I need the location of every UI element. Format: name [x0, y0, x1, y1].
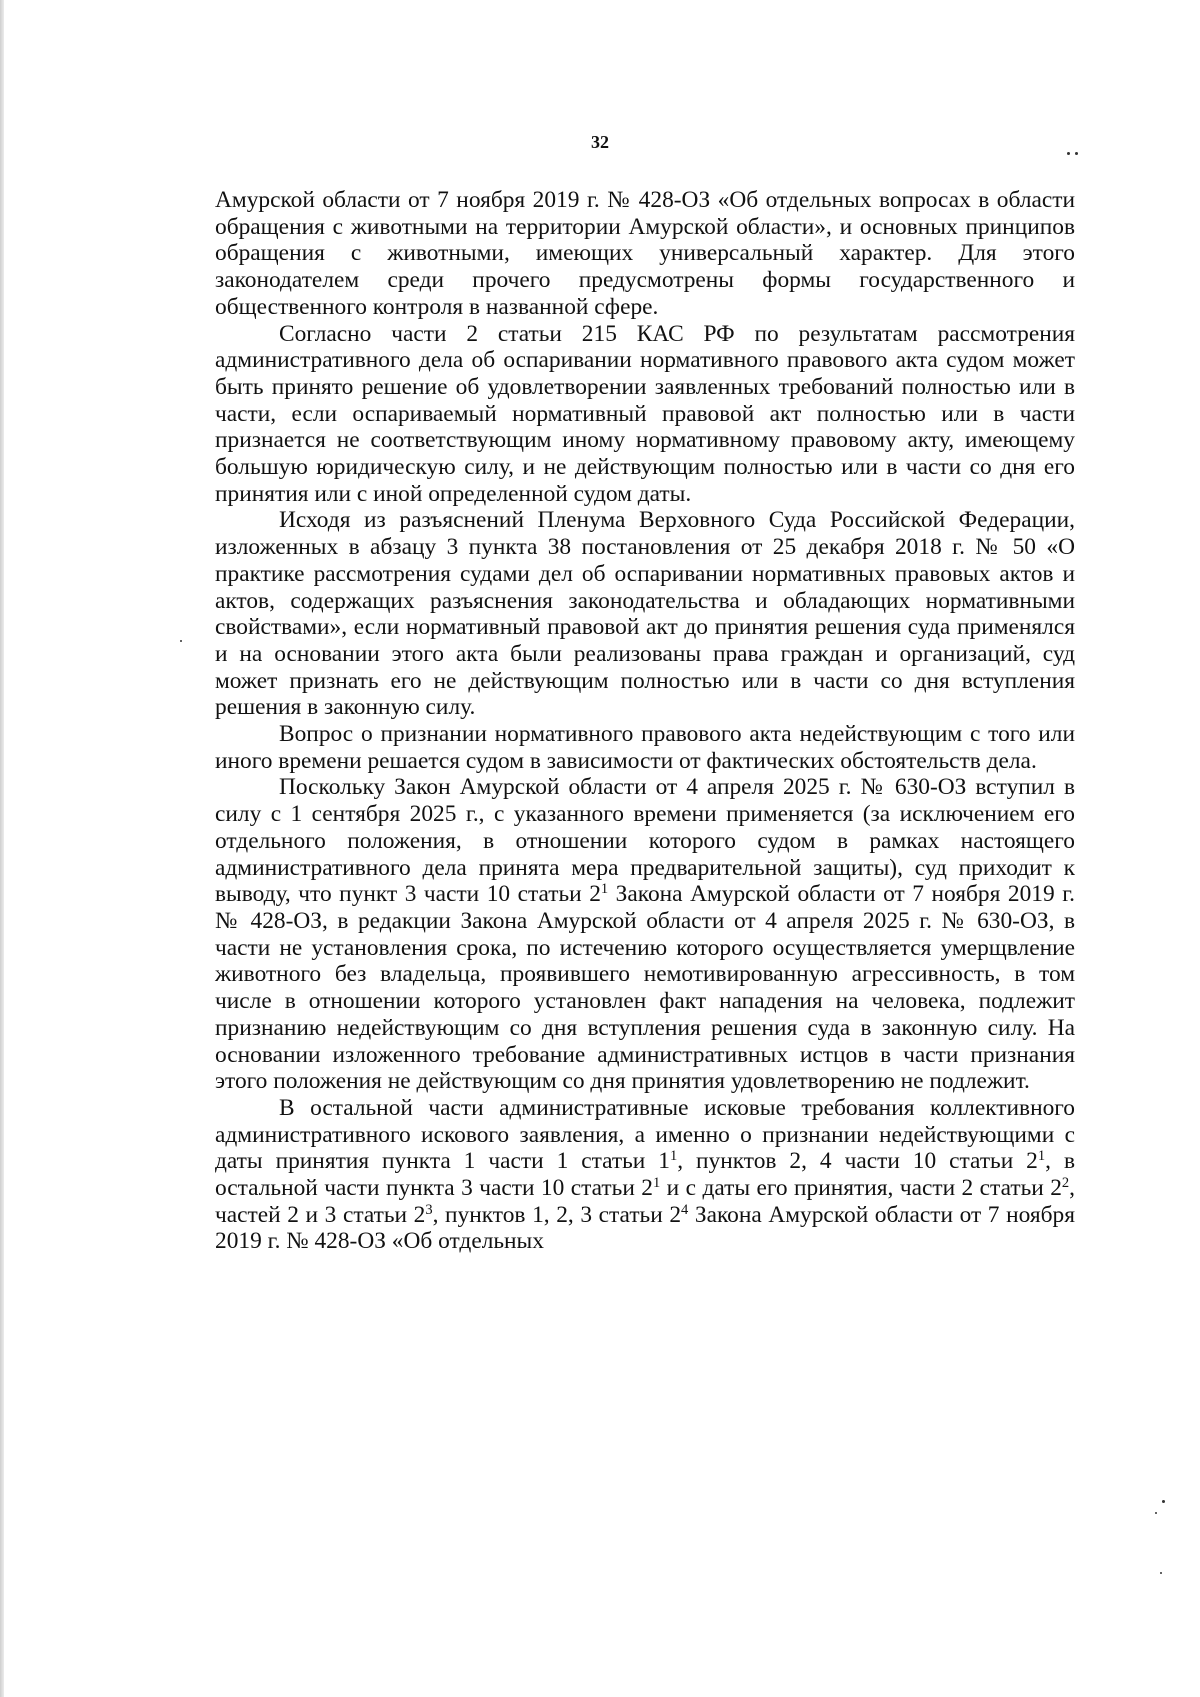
scan-edge — [0, 0, 4, 1697]
scan-speck — [1160, 1572, 1162, 1574]
paragraph-continuation — [215, 187, 1075, 321]
document-body — [215, 187, 1075, 1255]
superscript: 3 — [425, 1201, 433, 1218]
scan-speck — [180, 640, 182, 642]
text-run: , в остальной части пункта 3 части 10 статьи 2 — [215, 1148, 1075, 1202]
superscript: 1 — [669, 1148, 678, 1165]
page-number: 32 — [591, 132, 609, 152]
paragraph-plenum-explanation — [215, 507, 1075, 721]
text-run: Поскольку Закон Амурской области от 4 апреля 2025 г. № 630-ОЗ вступил в силу с 1 сентября 2025 г., с указанного времени применяется (за исключением его отдельного положения, в отношении которого судом в рамках настоящего административного дела принята мера предварительной защиты), суд приходит к выводу, что пункт 3 части 10 статьи 2 — [215, 774, 1075, 908]
text-run: Согласно части 2 статьи 215 КАС РФ по результатам рассмотрения административного дела об оспаривании нормативного правового акта судом может быть принято решение об удовлетворении заявленных требований полностью или в части, если оспариваемый нормативный правовой акт полностью или в части признается не соответствующим иному нормативному правовому акту, имеющему большую юридическую силу, и не действующим полностью или в части со дня его принятия или с иной определенной судом даты. — [215, 320, 1075, 507]
superscript: 2 — [1061, 1175, 1070, 1192]
scan-speck — [1162, 1500, 1165, 1503]
text-run: Закона Амурской области от 7 ноября 2019 г. № 428-ОЗ, в редакции Закона Амурской области от 4 апреля 2025 г. № 630-ОЗ, в части не установления срока, по истечению которого осуществляется умерщвление животного без владельца, проявившего немотивированную агрессивность, в том числе в отношении которого установлен факт нападения на человека, подлежит признанию недействующим со дня вступления решения суда в законную силу. На основании изложенного требование административных истцов в части признания этого положения не действующим со дня принятия удовлетворению не подлежит. — [215, 881, 1075, 1095]
text-run: Закона Амурской области от 7 ноября 2019 г. № 428-ОЗ «Об отдельных — [215, 1201, 1075, 1255]
text-run: , частей 2 и 3 статьи 2 — [215, 1175, 1075, 1228]
paragraph-invalidity-date — [215, 721, 1075, 774]
text-run: , пунктов 2, 4 части 10 статьи 2 — [677, 1148, 1038, 1175]
paragraph-court-conclusion — [215, 774, 1075, 1094]
scan-speck — [1067, 152, 1070, 155]
paragraph-kas-article-215 — [215, 321, 1075, 508]
superscript: 4 — [681, 1201, 689, 1218]
text-run: Амурской области от 7 ноября 2019 г. № 428-ОЗ «Об отдельных вопросах в области обращения с животными на территории Амурской области», и основных принципов обращения с животными, имеющих универсальный характер. Для этого законодателем среди прочего предусмотрены формы государственного и общественного контроля в названной сфере. — [215, 187, 1075, 320]
scan-speck — [1075, 152, 1078, 155]
paragraph-remaining-claims — [215, 1095, 1075, 1255]
superscript: 1 — [652, 1175, 661, 1192]
scan-speck — [1155, 1512, 1157, 1514]
text-run: Исходя из разъяснений Пленума Верховного Суда Российской Федерации, изложенных в абзацу 3 пункта 38 постановления от 25 декабря 2018 г. № 50 «О практике рассмотрения судами дел об оспаривании нормативных правовых актов и актов, содержащих разъяснения законодательства и обладающих нормативными свойствами», если нормативный правовой акт до принятия решения суда применялся и на основании этого акта были реализованы права граждан и организаций, суд может признать его не действующим полностью или в части со дня вступления решения в законную силу. — [215, 507, 1075, 721]
text-run: и с даты его принятия, части 2 статьи 2 — [660, 1175, 1062, 1202]
text-run: Вопрос о признании нормативного правового акта недействующим с того или иного времени решается судом в зависимости от фактических обстоятельств дела. — [215, 721, 1075, 774]
superscript: 1 — [600, 881, 609, 898]
text-run: В остальной части административные исковые требования коллективного административного искового заявления, а именно о признании недействующими с даты принятия пункта 1 части 1 статьи 1 — [215, 1094, 1075, 1175]
superscript: 1 — [1037, 1148, 1046, 1165]
text-run: , пунктов 1, 2, 3 статьи 2 — [432, 1201, 682, 1228]
